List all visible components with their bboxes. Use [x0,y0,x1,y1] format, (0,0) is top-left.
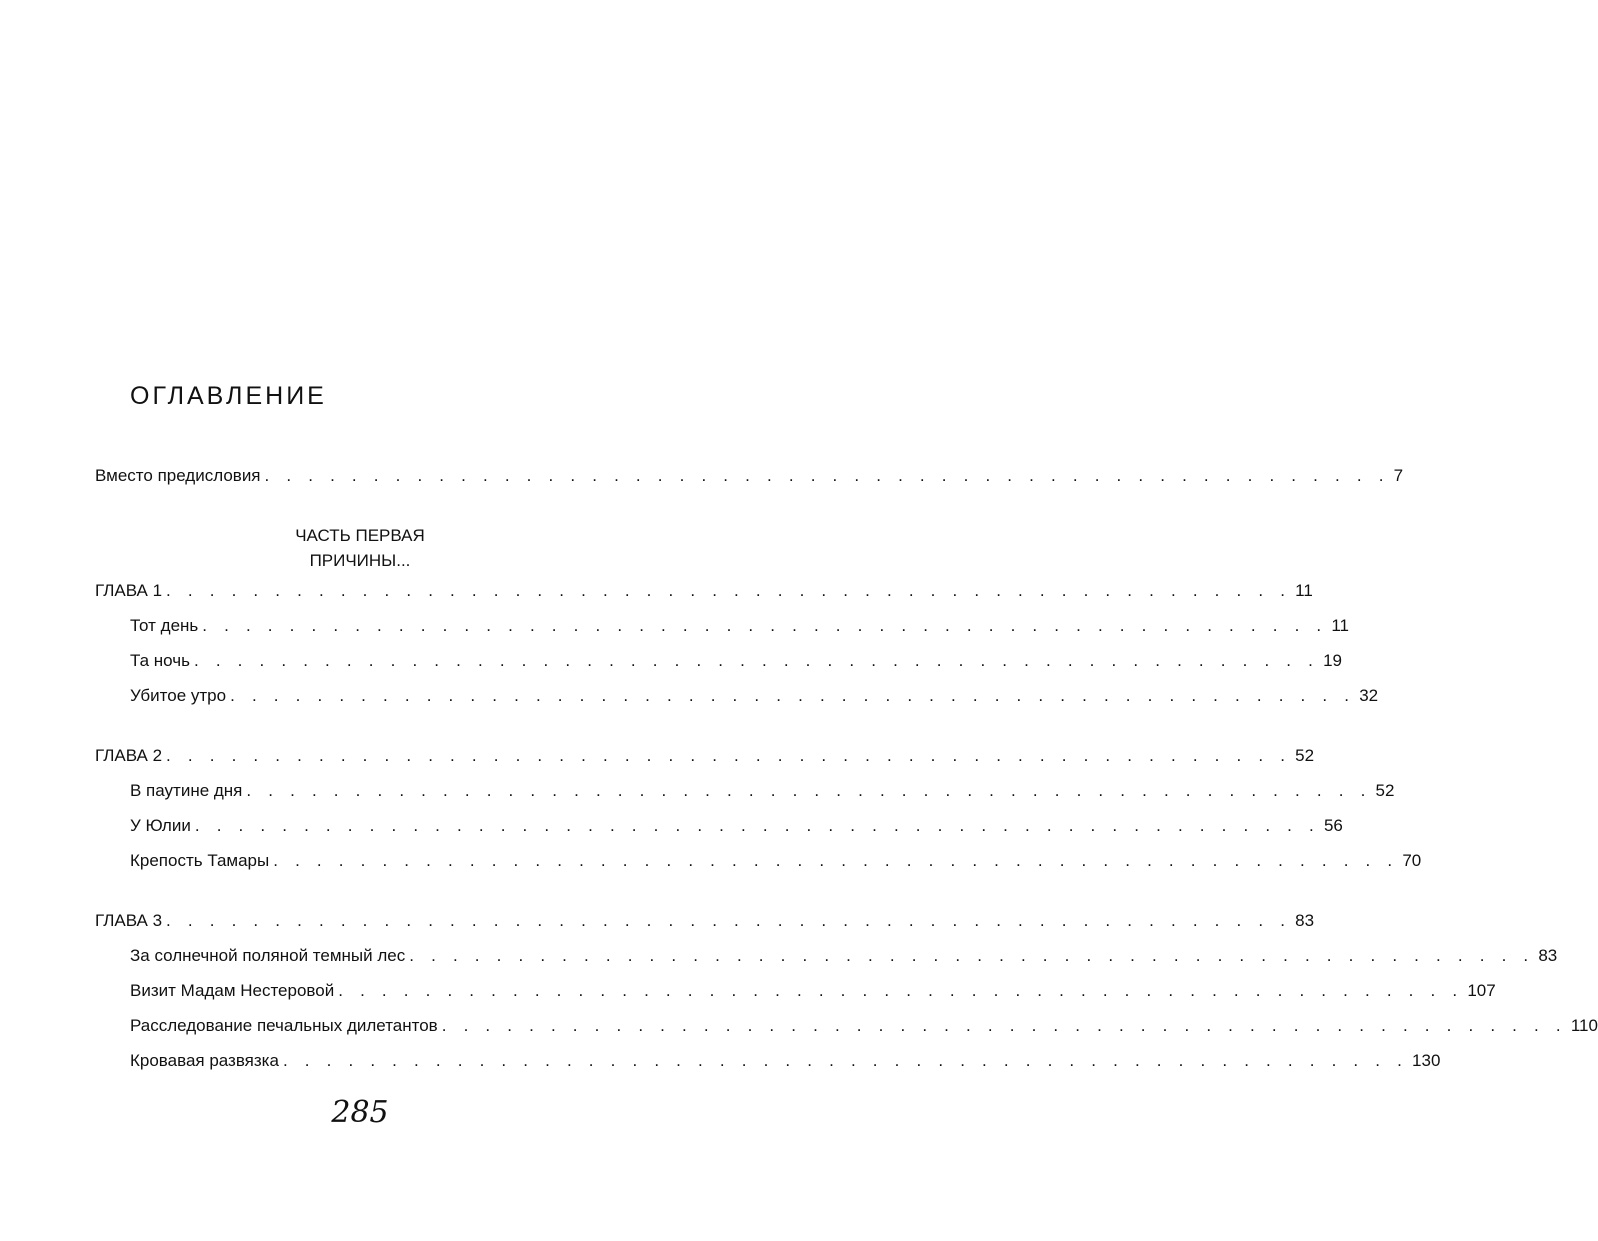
toc-entry-page: 32 [1359,686,1379,705]
toc-entry-title: Расследование печальных дилетантов [130,1016,438,1035]
toc-section [130,946,1558,966]
toc-section [130,781,1395,801]
toc-entry-page: 107 [1467,981,1496,1000]
toc-section [130,686,1379,706]
dot-leader: . . . . . . . . . . . . . . . . . . . . . . . . . . . . . . . . . . . . . . . . . . . . . . . . . . . . [264,466,1390,485]
toc-chapter-3 [95,911,1315,931]
dot-leader: . . . . . . . . . . . . . . . . . . . . . . . . . . . . . . . . . . . . . . . . . . . . . . . . . . . . [166,911,1292,930]
toc-entry-title: Убитое утро [130,686,227,705]
toc-entry-page: 11 [1295,581,1313,600]
dot-leader: . . . . . . . . . . . . . . . . . . . . . . . . . . . . . . . . . . . . . . . . . . . . . . . . . . . . [409,946,1535,965]
toc-entry-page: 52 [1295,746,1315,765]
toc-section [130,851,1422,871]
toc-entry-title: Та ночь [130,651,190,670]
toc-entry-page: 56 [1323,816,1343,835]
toc-entry-title: Тот день [130,616,199,635]
toc-entry-title: У Юлии [130,816,191,835]
toc-entry-page: 110 [1570,1016,1598,1035]
toc-entry-page: 83 [1538,946,1558,965]
toc-section [130,1051,1441,1071]
dot-leader: . . . . . . . . . . . . . . . . . . . . . . . . . . . . . . . . . . . . . . . . . . . . . . . . . . . . [282,1051,1409,1070]
toc-entry-title: За солнечной поляной темный лес [130,946,406,965]
toc-entry-page: 11 [1331,616,1350,635]
dot-leader: . . . . . . . . . . . . . . . . . . . . . . . . . . . . . . . . . . . . . . . . . . . . . . . . . . . . [441,1016,1567,1035]
dot-leader: . . . . . . . . . . . . . . . . . . . . . . . . . . . . . . . . . . . . . . . . . . . . . . . . . . . . [246,781,1372,800]
toc-heading: ОГЛАВЛЕНИЕ [130,382,327,410]
dot-leader: . . . . . . . . . . . . . . . . . . . . . . . . . . . . . . . . . . . . . . . . . . . . . . . . . . . . [338,981,1464,1000]
dot-leader: . . . . . . . . . . . . . . . . . . . . . . . . . . . . . . . . . . . . . . . . . . . . . . . . . . . . [166,581,1292,600]
toc-entry-title: Крепость Тамары [130,851,270,870]
toc-entry-page: 83 [1295,911,1315,930]
toc-entry-page: 70 [1402,851,1422,870]
toc-section [130,1016,1598,1036]
part-title: ЧАСТЬ ПЕРВАЯ [295,526,425,545]
toc-entry-title: Кровавая развязка [130,1051,279,1070]
dot-leader: . . . . . . . . . . . . . . . . . . . . . . . . . . . . . . . . . . . . . . . . . . . . . . . . . . . . [202,616,1328,635]
toc-entry-title: ГЛАВА 2 [95,746,163,765]
dot-leader: . . . . . . . . . . . . . . . . . . . . . . . . . . . . . . . . . . . . . . . . . . . . . . . . . . . . [193,651,1320,670]
toc-section [130,616,1350,636]
dot-leader: . . . . . . . . . . . . . . . . . . . . . . . . . . . . . . . . . . . . . . . . . . . . . . . . . . . . [230,686,1356,705]
toc-entry-page: 52 [1375,781,1395,800]
toc-entry-page: 130 [1412,1051,1441,1070]
toc-entry-title: ГЛАВА 1 [95,581,163,600]
part-subtitle: ПРИЧИНЫ... [309,551,411,570]
dot-leader: . . . . . . . . . . . . . . . . . . . . . . . . . . . . . . . . . . . . . . . . . . . . . . . . . . . . [166,746,1292,765]
toc-section [130,651,1342,671]
toc-chapter-1 [95,581,1313,601]
dot-leader: . . . . . . . . . . . . . . . . . . . . . . . . . . . . . . . . . . . . . . . . . . . . . . . . . . . . [194,816,1320,835]
page-number: 285 [331,1095,389,1130]
toc-entry-title: ГЛАВА 3 [95,911,163,930]
toc-entry-title: Вместо предисловия [95,466,261,485]
dot-leader: . . . . . . . . . . . . . . . . . . . . . . . . . . . . . . . . . . . . . . . . . . . . . . . . . . . . [273,851,1399,870]
toc-entry-title: Визит Мадам Нестеровой [130,981,335,1000]
toc-entry-page: 19 [1323,651,1342,670]
toc-entry-title: В паутине дня [130,781,243,800]
toc-entry-page: 7 [1393,466,1404,485]
toc-chapter-2 [95,746,1315,766]
toc-section [130,981,1496,1001]
toc-entry-preface [95,466,1404,486]
toc-section [130,816,1343,836]
